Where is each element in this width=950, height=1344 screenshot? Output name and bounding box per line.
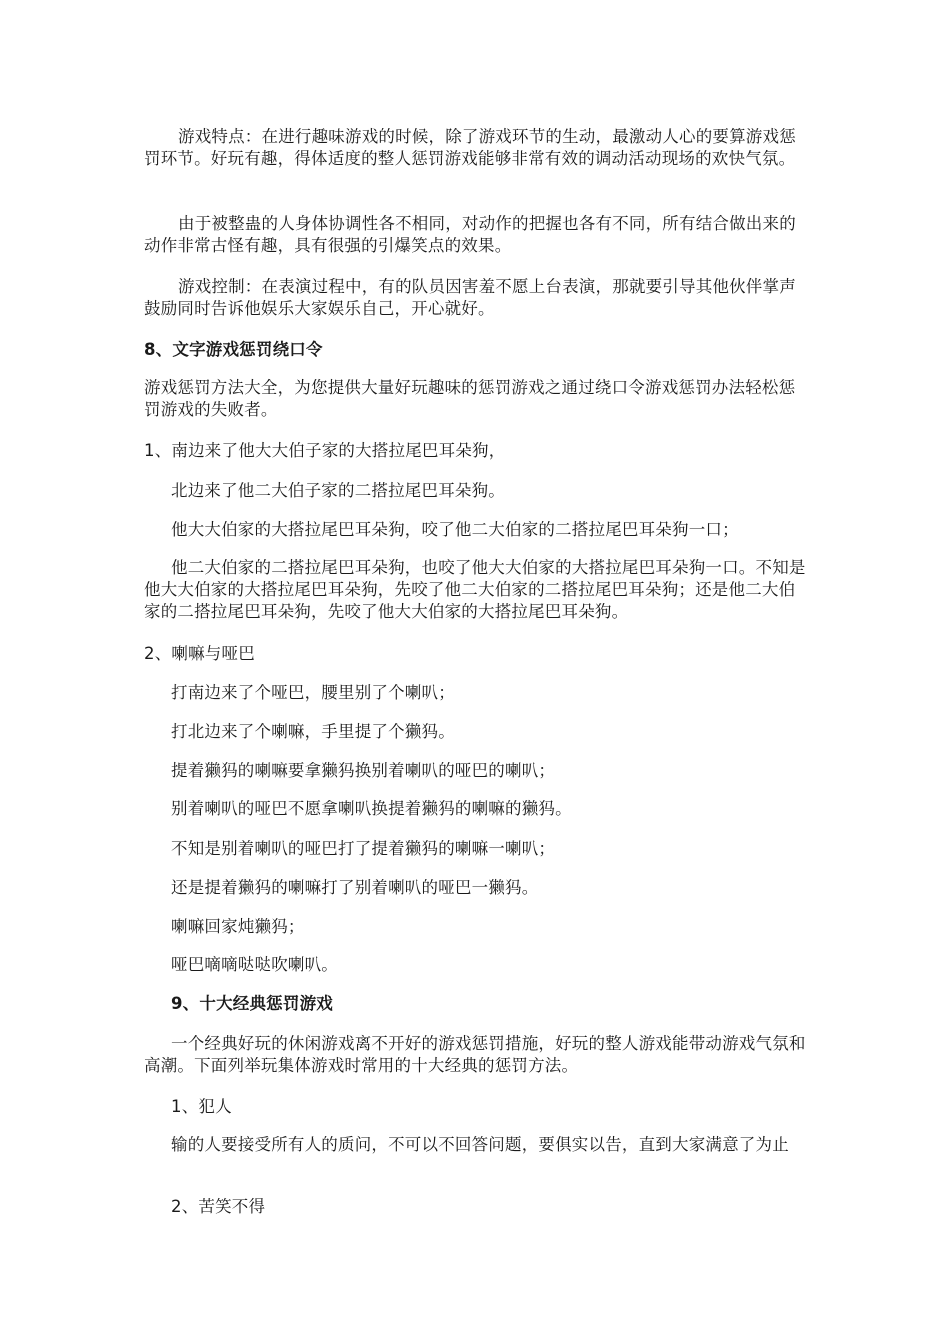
twister-2-line-2: 打北边来了个喇嘛，手里提了个獭犸。 xyxy=(171,722,455,741)
paragraph-game-features: 游戏特点：在进行趣味游戏的时候，除了游戏环节的生动，最激动人心的要算游戏惩罚环节。好玩有趣，得体适度的整人惩罚游戏能够非常有效的调动活动现场的欢快气氛。 xyxy=(144,127,796,168)
paragraph-punishment-1-desc: 输的人要接受所有人的质问，不可以不回答问题，要俱实以告，直到大家满意了为止 xyxy=(171,1135,789,1154)
twister-1-line-4: 他二大伯家的二搭拉尾巴耳朵狗，也咬了他大大伯家的大搭拉尾巴耳朵狗一口。不知是他大大伯家的大搭拉尾巴耳朵狗，先咬了他二大伯家的二搭拉尾巴耳朵狗；还是他二大伯家的二搭拉尾巴耳朵狗，先咬了他大大伯家的大搭拉尾巴耳朵狗。 xyxy=(144,558,806,621)
list-item-tongue-twister-1: 1、南边来了他大大伯子家的大搭拉尾巴耳朵狗， xyxy=(144,441,506,460)
twister-2-line-5: 不知是别着喇叭的哑巴打了提着獭犸的喇嘛一喇叭； xyxy=(171,839,556,858)
twister-2-line-6: 还是提着獭犸的喇嘛打了别着喇叭的哑巴一獭犸。 xyxy=(171,878,539,897)
twister-2-line-1: 打南边来了个哑巴，腰里别了个喇叭； xyxy=(171,683,455,702)
twister-2-line-4: 别着喇叭的哑巴不愿拿喇叭换提着獭犸的喇嘛的獭犸。 xyxy=(171,799,572,818)
heading-section-8: 8、文字游戏惩罚绕口令 xyxy=(144,340,323,359)
paragraph-game-control: 游戏控制：在表演过程中，有的队员因害羞不愿上台表演，那就要引导其他伙伴掌声鼓励同时告诉他娱乐大家娱乐自己，开心就好。 xyxy=(144,277,796,318)
twister-2-line-7: 喇嘛回家炖獭犸； xyxy=(171,917,305,936)
paragraph-section-9-intro: 一个经典好玩的休闲游戏离不开好的游戏惩罚措施，好玩的整人游戏能带动游戏气氛和高潮。下面列举玩集体游戏时常用的十大经典的惩罚方法。 xyxy=(144,1034,806,1075)
list-item-tongue-twister-2: 2、喇嘛与哑巴 xyxy=(144,644,255,663)
list-item-punishment-2: 2、苦笑不得 xyxy=(171,1197,266,1216)
twister-2-line-3: 提着獭犸的喇嘛要拿獭犸换别着喇叭的哑巴的喇叭； xyxy=(171,761,556,780)
heading-section-9: 9、十大经典惩罚游戏 xyxy=(171,994,333,1013)
twister-2-line-8: 哑巴嘀嘀哒哒吹喇叭。 xyxy=(171,955,338,974)
twister-1-line-3: 他大大伯家的大搭拉尾巴耳朵狗，咬了他二大伯家的二搭拉尾巴耳朵狗一口； xyxy=(171,520,739,539)
paragraph-section-8-intro: 游戏惩罚方法大全，为您提供大量好玩趣味的惩罚游戏之通过绕口令游戏惩罚办法轻松惩罚游戏的失败者。 xyxy=(144,378,796,419)
paragraph-coordination: 由于被整蛊的人身体协调性各不相同，对动作的把握也各有不同，所有结合做出来的动作非常古怪有趣，具有很强的引爆笑点的效果。 xyxy=(144,214,796,255)
twister-1-line-2: 北边来了他二大伯子家的二搭拉尾巴耳朵狗。 xyxy=(171,481,505,500)
list-item-punishment-1: 1、犯人 xyxy=(171,1097,232,1116)
